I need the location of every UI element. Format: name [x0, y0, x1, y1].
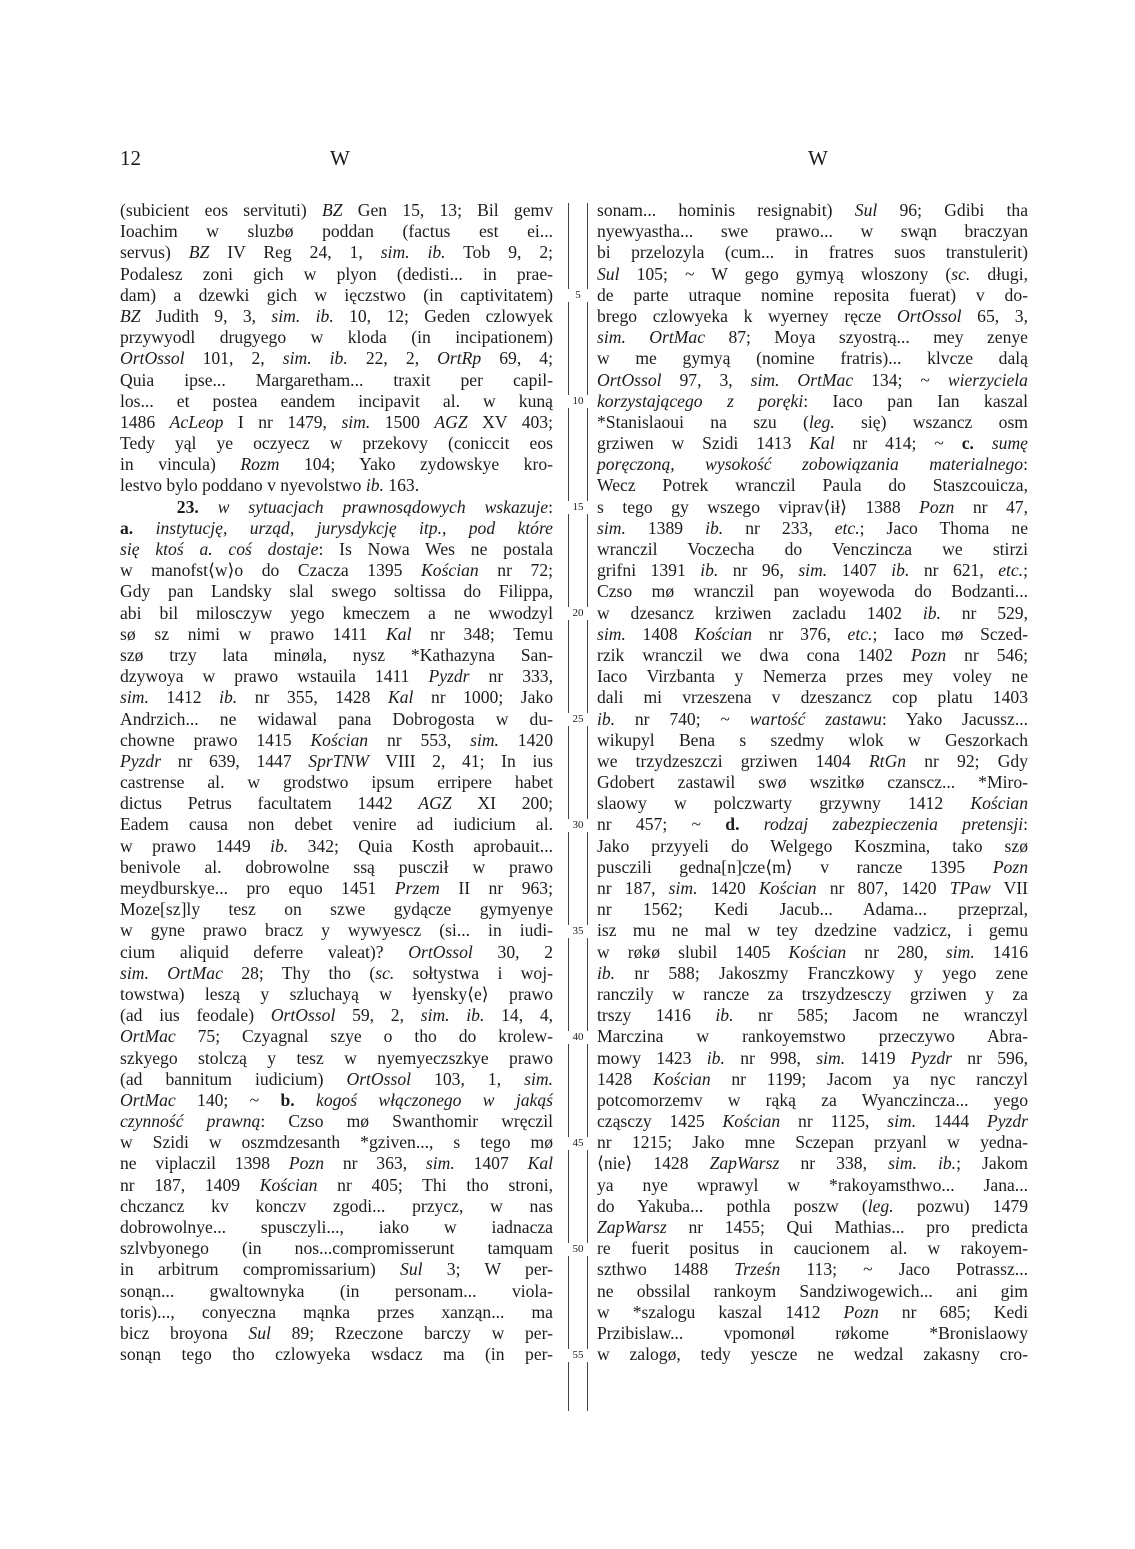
text-line: ib. nr 588; Jakoszmy Franczkowy y yego zene [597, 962, 1028, 983]
text-line: nr 187, sim. 1420 Kościan nr 807, 1420 TPaw VII [597, 878, 1028, 898]
text-line: Marczina w rankoyemstwo przeczywo Abra- [597, 1026, 1028, 1047]
text-line: szthwo 1488 Trześn 113; ~ Jaco Potrassz... [597, 1259, 1028, 1280]
text-line: Przibislaw... vpomonøl røkome *Bronislaowy [597, 1322, 1028, 1343]
text-line: Podalesz zoni gich w plyon (dedisti... in prae- [120, 263, 553, 284]
line-number: 15 [563, 501, 593, 514]
page-header [0, 146, 1135, 176]
text-line: ranczily w rancze za trszydzesczy grziwen y za [597, 983, 1028, 1004]
text-line: bi przelozyla (cum... in fratres suos transtulerit) [597, 242, 1028, 263]
line-number: 45 [563, 1137, 593, 1150]
text-line: do Yakuba... pothla poszw (leg. pozwu) 1479 [597, 1195, 1028, 1216]
text-line: ib. nr 740; ~ wartość zastawu: Yako Jacussz... [597, 708, 1029, 729]
running-head-left: W [330, 146, 350, 170]
line-number: 10 [563, 395, 593, 408]
text-line: Eadem causa non debet venire ad iudicium al. [120, 814, 553, 835]
text-line: dzywoya w prawo wstauila 1411 Pyzdr nr 333, [120, 666, 554, 687]
text-line: de parte utraque nomine reposita fuerat) v do- [597, 284, 1028, 305]
text-line: grifni 1391 ib. nr 96, sim. 1407 ib. nr 621, etc.; [597, 560, 1028, 581]
text-line: dobrowolnye... spusczyli..., iako w iadnacza [120, 1217, 553, 1237]
text-line: (ad ius feodale) OrtOssol 59, 2, sim. ib. 14, 4, [120, 1005, 554, 1026]
text-line: los... et postea eandem incipavit al. w kuną [120, 390, 553, 411]
text-line: sonąn tego tho czlowyeka wsdacz ma (in per- [120, 1344, 553, 1365]
left-column [120, 200, 553, 1365]
text-line: potcomorzemv w rąką za Wyanczincza... yego [597, 1089, 1028, 1110]
text-line: brego czlowyeka k wyerney ręcze OrtOssol 65, 3, [597, 305, 1028, 326]
text-line: sim. 1389 ib. nr 233, etc.; Jaco Thoma ne [597, 517, 1029, 538]
text-line: przywyodl drugyego w kloda (in incipationem) [120, 327, 553, 348]
text-line: w zalogø, tedy yescze ne wedzal zakasny cro- [597, 1344, 1028, 1365]
text-line: sim. OrtMac 87; Moya szyostrą... mey zenye [597, 327, 1028, 348]
text-line: OrtOssol 97, 3, sim. OrtMac 134; ~ wierzyciela [597, 369, 1028, 390]
text-line: Czso mø wranczil pan woyewoda do Bodzanti... [597, 581, 1028, 602]
text-line: nr 457; ~ d. rodzaj zabezpieczenia pretensji: [597, 814, 1028, 835]
column-rule-right [587, 203, 588, 1411]
text-line: wikupyl Bena s szedmy wlok w Geszorkach [597, 729, 1028, 750]
text-line: dam) a dzewki gich w ięczstwo (in captivitatem) [120, 284, 553, 305]
text-line: BZ Judith 9, 3, sim. ib. 10, 12; Geden czlowyek [120, 305, 553, 326]
text-line: cząsczy 1425 Kościan nr 1125, sim. 1444 Pyzdr [597, 1111, 1028, 1132]
text-line: w me gymyą (nomine fratris)... klvcze dalą [597, 348, 1028, 369]
text-line: sim. OrtMac 28; Thy tho (sc. sołtystwa i woj- [120, 962, 553, 983]
text-line: 23. w sytuacjach prawnosądowych wskazuje: [176, 496, 553, 517]
text-line: Pyzdr nr 639, 1447 SprTNW VIII 2, 41; In ius [120, 750, 553, 771]
text-line: slaowy w polczwarty grzywny 1412 Kościan [597, 793, 1028, 814]
text-line: sim. 1412 ib. nr 355, 1428 Kal nr 1000; Jako [120, 687, 553, 708]
text-line: ne viplaczil 1398 Pozn nr 363, sim. 1407 Kal [120, 1153, 554, 1174]
text-line: lestvo bylo poddano v nyevolstwo ib. 163. [120, 475, 420, 496]
column-rule-left [568, 203, 569, 1411]
text-line: chowne prawo 1415 Kościan nr 553, sim. 1420 [120, 729, 553, 750]
text-line: we trzydzeszczi grziwen 1404 RtGn nr 92; Gdy [597, 750, 1028, 771]
text-line: nyewyastha... swe prawo... w swąn braczyan [597, 221, 1028, 242]
text-line: szkyego stolczą y tesz w nyemyeczszkye prawo [120, 1047, 553, 1068]
text-line: chczancz kv konczv zgodi... przycz, w nas [120, 1195, 553, 1216]
text-line: re fuerit positus in caucionem al. w rakoyem- [597, 1238, 1028, 1259]
line-number: 35 [563, 925, 593, 938]
line-number: 25 [563, 713, 593, 726]
text-line: Gdy pan Landsky slal swego soltissa do Filippa, [120, 581, 553, 602]
text-line: w prawo 1449 ib. 342; Quia Kosth aprobauit... [120, 835, 553, 856]
text-line: sonąn... gwaltownyka (in personam... viola- [120, 1280, 553, 1301]
text-line: Andrzich... ne widawal pana Dobrogosta w du- [120, 708, 553, 729]
text-line: nr 1562; Kedi Jacub... Adama... przeprzal, [597, 899, 1028, 920]
text-line: ya nye wprawyl w *rakoyamsthwo... Jana... [597, 1174, 1028, 1195]
text-line: 1428 Kościan nr 1199; Jacom ya nyc ranczyl [597, 1068, 1028, 1089]
text-line: Gdobert zastawil swø wszitkø czanscz... *Miro- [597, 772, 1028, 793]
text-line: OrtMac 75; Czyagnal szye o tho do krolew- [120, 1026, 553, 1047]
text-line: cium aliquid deferre valeat)? OrtOssol 30, 2 [120, 941, 554, 962]
text-line: ZapWarsz nr 1455; Qui Mathias... pro predicta [597, 1217, 1028, 1237]
text-line: *Stanislaoui na szu (leg. się) wszancz osm [597, 411, 1028, 432]
text-line: (ad bannitum iudicium) OrtOssol 103, 1, sim. [120, 1068, 553, 1089]
text-line: mowy 1423 ib. nr 998, sim. 1419 Pyzdr nr 596, [597, 1047, 1029, 1068]
text-line: Wecz Potrek wranczil Paula do Staszcouicza, [597, 475, 1028, 496]
text-line: s tego gy wszego viprav⟨ił⟩ 1388 Pozn nr 47, [597, 496, 1028, 517]
text-line: rzik wranczil we dwa cona 1402 Pozn nr 546; [597, 644, 1028, 665]
text-line: nr 187, 1409 Kościan nr 405; Thi tho stroni, [120, 1174, 553, 1195]
text-line: trszy 1416 ib. nr 585; Jacom ne wranczyl [597, 1005, 1028, 1026]
text-line: Jako przyyeli do Welgego Koszmina, tako szø [597, 835, 1028, 856]
text-line: w *szalogu kaszal 1412 Pozn nr 685; Kedi [597, 1301, 1028, 1322]
line-number: 55 [563, 1349, 593, 1362]
text-line: grziwen w Szidi 1413 Kal nr 414; ~ c. sumę [597, 433, 1028, 454]
line-number: 50 [563, 1243, 593, 1256]
text-line: Ioachim w sluzbø poddan (factus est ei... [120, 221, 553, 242]
text-line: się ktoś a. coś dostaje: Is Nowa Wes ne postala [120, 539, 554, 559]
text-line: w gyne prawo bracz y wywyescz (si... in iudi- [120, 920, 553, 941]
text-line: czynność prawną: Czso mø Swanthomir wręczil [120, 1111, 553, 1132]
text-line: servus) BZ IV Reg 24, 1, sim. ib. Tob 9, 2; [120, 242, 554, 263]
text-line: sim. 1408 Kościan nr 376, etc.; Iaco mø Sczed- [597, 623, 1028, 644]
text-line: pusczili gedna[n]cze⟨m⟩ v rancze 1395 Pozn [597, 856, 1028, 877]
text-line: w Szidi w oszmdzesanth *gziven..., s tego mø [120, 1132, 553, 1153]
text-line: towstwa) leszą y szluchayą w łyensky⟨e⟩ prawo [120, 983, 553, 1004]
text-line: Quia ipse... Margaretham... traxit per capil- [120, 369, 553, 390]
text-line: ⟨nie⟩ 1428 ZapWarsz nr 338, sim. ib.; Jakom [597, 1153, 1028, 1174]
page-number: 12 [120, 146, 141, 170]
text-line: in vincula) Rozm 104; Yako zydowskye kro- [120, 454, 553, 475]
text-line: w dzesancz krziwen zacladu 1402 ib. nr 529, [597, 602, 1028, 623]
text-line: sø sz nimi w prawo 1411 Kal nr 348; Temu [120, 623, 554, 644]
text-line: castrense al. w grodstwo ipsum erripere habet [120, 772, 553, 793]
text-line: OrtMac 140; ~ b. kogoś włączonego w jakąś [120, 1089, 554, 1110]
text-line: abi bil milosczyw yego kmeczem a ne wwodzyl [120, 602, 553, 623]
line-number: 30 [563, 819, 593, 832]
text-line: dictus Petrus facultatem 1442 AGZ XI 200; [120, 793, 553, 814]
text-line: benivole al. dobrowolne ssą puscził w prawo [120, 856, 553, 877]
line-number: 40 [563, 1031, 593, 1044]
running-head-right: W [808, 146, 828, 170]
text-line: bicz broyona Sul 89; Rzeczone barczy w per- [120, 1322, 553, 1343]
text-line: meydburskye... pro equo 1451 Przem II nr 963; [120, 878, 553, 898]
text-line: (subicient eos servituti) BZ Gen 15, 13; Bil gemv [120, 200, 553, 220]
text-line: w manofst⟨w⟩o do Czacza 1395 Kościan nr 72; [120, 560, 554, 581]
text-line: a. instytucję, urząd, jurysdykcję itp., pod które [120, 517, 553, 538]
text-line: sonam... hominis resignabit) Sul 96; Gdibi tha [597, 200, 1028, 220]
text-line: korzystającego z poręki: Iaco pan Ian kaszal [597, 390, 1028, 411]
text-line: OrtOssol 101, 2, sim. ib. 22, 2, OrtRp 69, 4; [120, 348, 553, 369]
text-line: toris)..., conyeczna mąnka przes xanząn... ma [120, 1301, 553, 1322]
text-line: nr 1215; Jako mne Sczepan przyanl w yedna- [597, 1132, 1028, 1153]
text-line: w røkø slubil 1405 Kościan nr 280, sim. 1416 [597, 941, 1028, 962]
text-line: Iaco Virzbanta y Nemerza przes mey voley ne [597, 666, 1028, 687]
right-column [597, 200, 1028, 1365]
text-line: in arbitrum compromissarium) Sul 3; W per- [120, 1259, 553, 1280]
text-line: isz mu ne mal w tey dzedzine vadzicz, i gemu [597, 920, 1028, 941]
text-line: dali mi vrzeszena v dzeszancz cop platu 1403 [597, 687, 1028, 708]
text-line: poręczoną, wysokość zobowiązania materialnego: [597, 454, 1028, 475]
line-number: 20 [563, 607, 593, 620]
text-line: Sul 105; ~ W gego gymyą wloszony (sc. długi, [597, 263, 1029, 284]
line-number: 5 [563, 289, 593, 302]
text-line: Moze[sz]ly tesz on szwe gydącze gymyenye [120, 899, 553, 920]
text-line: ne obssilal rankoym Sandziwogewich... ani gim [597, 1280, 1028, 1301]
text-line: 1486 AcLeop I nr 1479, sim. 1500 AGZ XV 403; [120, 411, 553, 432]
text-line: wranczil Voczecha do Venczincza we stirzi [597, 539, 1028, 559]
text-line: szlvbyonego (in nos...compromisserunt tamquam [120, 1238, 553, 1259]
text-line: szø trzy lata minøla, nysz *Kathazyna San- [120, 644, 553, 665]
text-line: Tedy yąl ye oczyecz w przekovy (coniccit eos [120, 433, 553, 454]
